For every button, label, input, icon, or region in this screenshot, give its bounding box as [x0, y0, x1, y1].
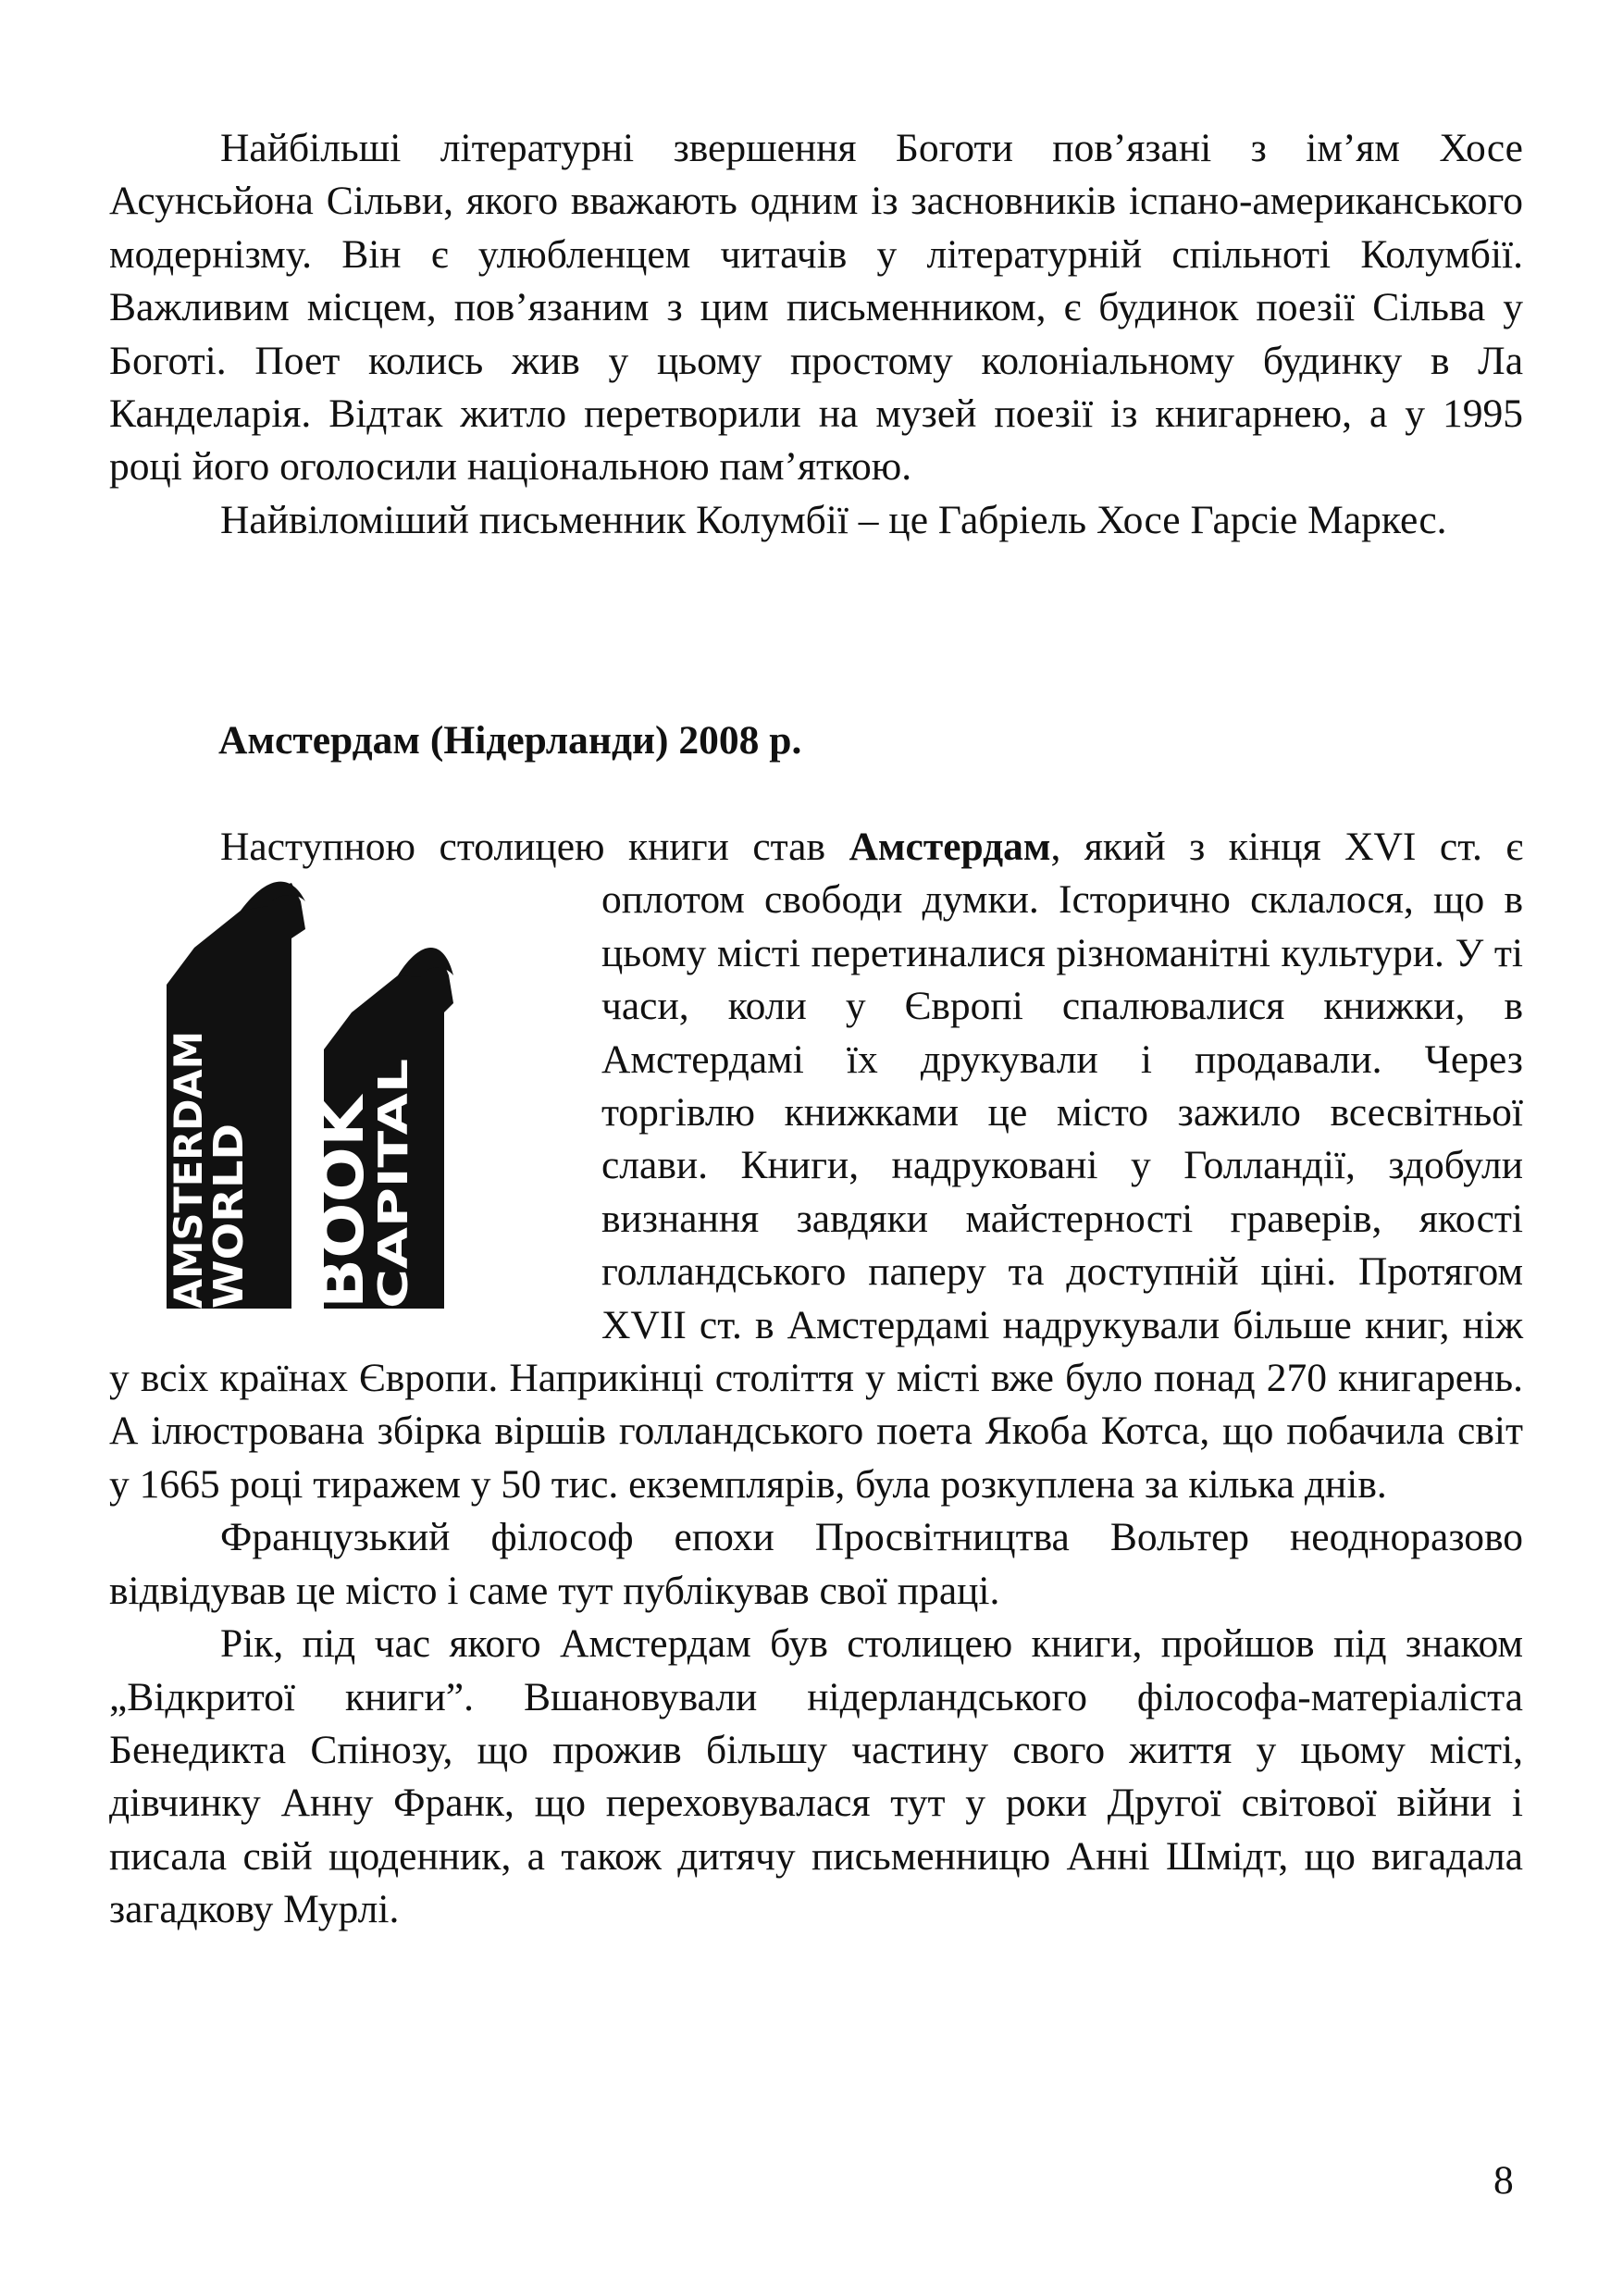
- paragraph-amsterdam-pre: Наступною столицею книги став: [220, 825, 849, 869]
- logo-text-world: WORLD: [205, 1138, 253, 1309]
- page-body-top: [109, 122, 1523, 547]
- paragraph-open-book: Рік, під час якого Амстердам був столицею книги, пройшов під знаком „Відкритої книги”. Вшановували нідерландського філософа-матеріаліста Бенедикта Спінозу, що прожив більшу частину свого життя у цьому місті, дівчинку Анну Франк, що переховувалася тут у роки Другої світової війни і писала свій щоденник, а також дитячу письменницю Анні Шмідт, що вигадала загадкову Мурлі.: [109, 1621, 1523, 1932]
- paragraph-amsterdam-post: ст. є оплотом свободи думки. Історично склалося, що в цьому місті перетиналися різноманітні культури. У ті часи, коли у Європі спалювалися книжки, в Амстердамі їх друкували і продавали. Через торгівлю книжками це місто зажило всесвітньої слави. Книги, надруковані у Голландії, здобули визнання завдяки майстерності граверів, якості голландського паперу та доступній ціні. Протягом XVII ст. в Амстердамі надрукували більше книг, ніж у всіх країнах Європи. Наприкінці століття у місті вже було понад 270 книгарень. А ілюстрована збірка віршів голландського поета Якоба Котса, що побачила світ у 1665 році тиражем у 50 тис. екземплярів, була розкуплена за кілька днів.: [109, 825, 1523, 1507]
- paragraph-voltaire: Французький філософ епохи Просвітництва Вольтер неодноразово відвідував це місто і саме тут публікував свої праці.: [109, 1515, 1523, 1613]
- page-number: 8: [1493, 2158, 1514, 2203]
- amsterdam-world-book-capital-logo: [130, 874, 574, 1322]
- paragraph-amsterdam-intro: [109, 821, 1523, 1511]
- section-amsterdam: [109, 821, 1523, 1937]
- logo-text-capital: CAPITAL: [370, 1120, 417, 1309]
- amsterdam-bold: Амстердам: [849, 825, 1051, 869]
- paragraph-silva: Найбільші літературні звершення Боготи пов’язані з ім’ям Хосе Асунсьйона Сільви, якого вважають одним із засновників іспано-американського модернізму. Він є улюбленцем читачів у літературній спільноті Колумбії. Важливим місцем, пов’язаним з цим письменником, є будинок поезії Сільва у Боготі. Поет колись жив у цьому простому колоніальному будинку в Ла Канделарія. Відтак житло перетворили на музей поезії із книгарнею, а у 1995 році його оголосили національною пам’яткою.: [109, 126, 1523, 490]
- paragraph-marquez: Найвіломіший письменник Колумбії – це Габріель Хосе Гарсіе Маркес.: [220, 497, 1447, 542]
- logo-text-amsterdam: AMSTERDAM: [166, 1028, 211, 1309]
- paragraph-amsterdam-start-line: , який з кінця XVI: [1050, 825, 1417, 869]
- section-heading: Амстердам (Нідерланди) 2008 р.: [218, 718, 802, 763]
- logo-text-book: BOOK: [309, 1117, 378, 1309]
